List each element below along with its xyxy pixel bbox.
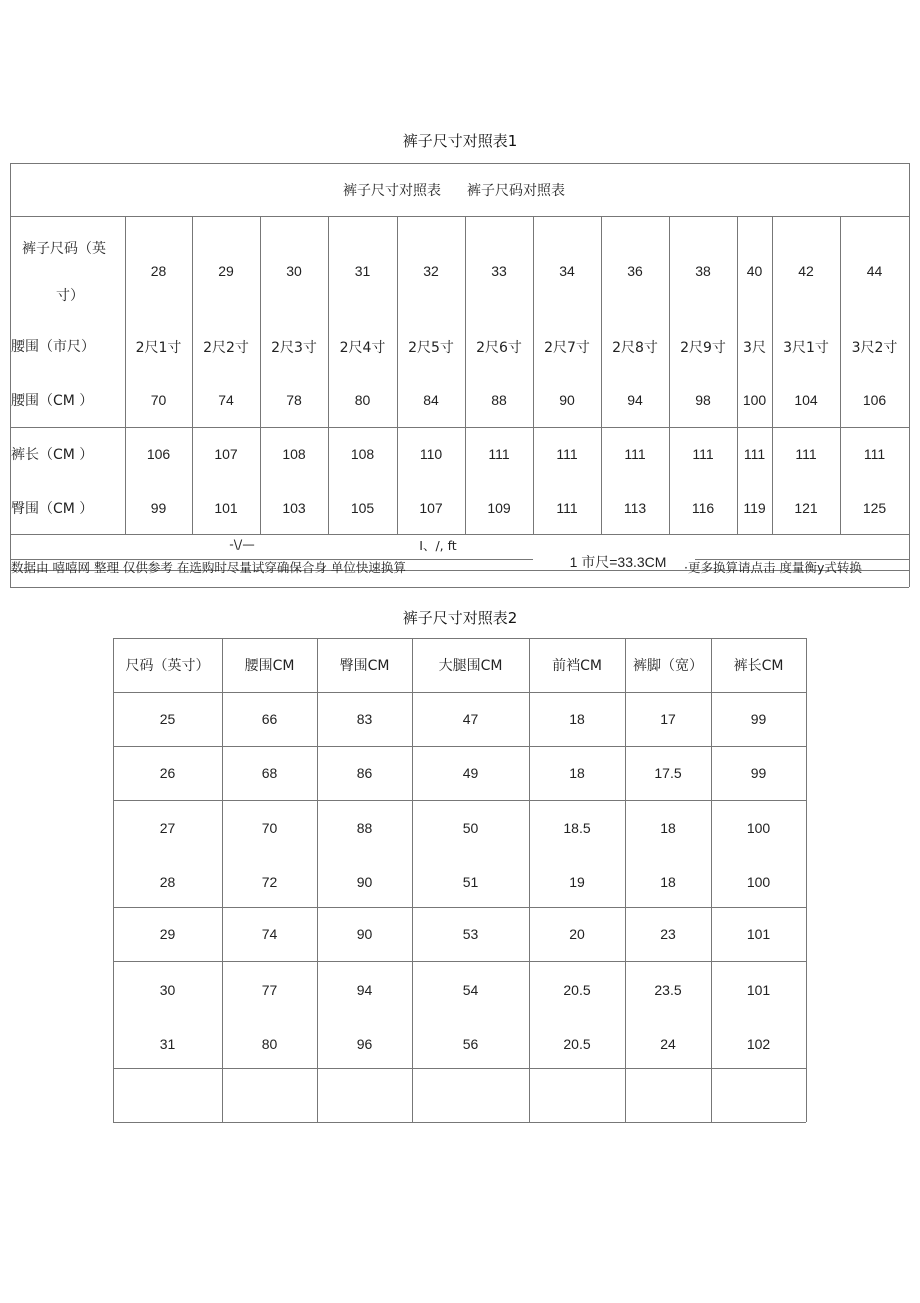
hip-cm-cell: 113 xyxy=(623,500,647,516)
grid-line xyxy=(669,216,670,534)
size-cell: 29 xyxy=(218,263,234,279)
size-cell: 32 xyxy=(423,263,439,279)
waist-shichi-cell: 2尺5寸 xyxy=(408,340,454,356)
waist-shichi-cell: 2尺4寸 xyxy=(339,340,386,356)
grid-line xyxy=(10,587,909,588)
row-label: 裤长（CM ） xyxy=(11,447,94,463)
table2-cell: 49 xyxy=(462,765,479,781)
table2-cell: 101 xyxy=(746,982,771,998)
waist-cm-cell: 88 xyxy=(491,392,507,408)
waist-cm-cell: 94 xyxy=(627,392,643,408)
table2-cell: 20.5 xyxy=(563,982,591,998)
waist-shichi-cell: 2尺2寸 xyxy=(203,340,249,356)
waist-cm-cell: 84 xyxy=(423,392,439,408)
size-cell: 28 xyxy=(150,263,167,279)
waist-cm-cell: 70 xyxy=(150,392,167,408)
grid-line xyxy=(222,638,223,1122)
table2-cell: 77 xyxy=(261,982,278,998)
grid-line xyxy=(113,961,806,962)
table2-header: 裤长CM xyxy=(733,658,784,674)
row-label: 臀围（CM ） xyxy=(11,501,94,517)
length-cm-cell: 111 xyxy=(795,446,817,462)
grid-line xyxy=(113,638,114,1122)
table2-cell: 18 xyxy=(569,711,585,727)
length-cm-cell: 111 xyxy=(692,446,714,462)
length-cm-cell: 111 xyxy=(488,446,510,462)
table2-cell: 19 xyxy=(569,874,585,890)
waist-cm-cell: 100 xyxy=(742,392,767,408)
grid-line xyxy=(840,216,841,534)
grid-line xyxy=(10,216,909,217)
waist-cm-cell: 104 xyxy=(794,392,818,408)
waist-shichi-cell: 3尺 xyxy=(743,340,766,356)
grid-line xyxy=(465,216,466,534)
grid-line xyxy=(113,800,806,801)
length-cm-cell: 111 xyxy=(624,446,646,462)
table2-cell: 27 xyxy=(159,820,176,836)
grid-line xyxy=(328,216,329,534)
length-cm-cell: 110 xyxy=(419,446,443,462)
grid-line xyxy=(113,746,806,747)
waist-cm-cell: 90 xyxy=(559,392,575,408)
size-cell: 34 xyxy=(559,263,575,279)
table2-header: 尺码（英寸） xyxy=(125,658,210,674)
grid-line xyxy=(772,216,773,534)
row-label-size: 裤子尺码（英 xyxy=(22,241,106,257)
table2-cell: 18.5 xyxy=(563,820,591,836)
hip-cm-cell: 105 xyxy=(350,500,375,516)
table2-cell: 70 xyxy=(261,820,278,836)
grid-line xyxy=(529,638,530,1122)
table2-cell: 56 xyxy=(462,1036,479,1052)
length-cm-cell: 111 xyxy=(743,446,766,462)
table2-cell: 18 xyxy=(569,765,585,781)
waist-shichi-cell: 2尺1寸 xyxy=(135,340,182,356)
size-cell: 42 xyxy=(798,263,814,279)
table2-cell: 26 xyxy=(159,765,176,781)
row-label: 腰围（市尺） xyxy=(11,339,95,355)
waist-shichi-cell: 2尺3寸 xyxy=(271,340,317,356)
hip-cm-cell: 103 xyxy=(282,500,306,516)
table1-title: 裤子尺寸对照表1 xyxy=(402,132,518,150)
grid-line xyxy=(113,1122,806,1123)
waist-cm-cell: 106 xyxy=(862,392,887,408)
table2-cell: 88 xyxy=(356,820,373,836)
table2-cell: 90 xyxy=(356,874,373,890)
length-cm-cell: 108 xyxy=(282,446,306,462)
grid-line xyxy=(397,216,398,534)
table2-cell: 66 xyxy=(261,711,278,727)
grid-line xyxy=(711,638,712,1122)
footer-note: 数据由 嘻嘻网 整理 仅供参考 在选购时尽量试穿确保合身 单位快速换算 xyxy=(11,560,406,575)
table2-cell: 31 xyxy=(159,1036,176,1052)
grid-line xyxy=(601,216,602,534)
table2-cell: 99 xyxy=(750,711,767,727)
table2-cell: 20.5 xyxy=(563,1036,591,1052)
grid-line xyxy=(125,216,126,534)
table2-cell: 25 xyxy=(159,711,176,727)
waist-shichi-cell: 3尺2寸 xyxy=(851,340,898,356)
table2-cell: 24 xyxy=(660,1036,676,1052)
row-label: 腰围（CM ） xyxy=(11,393,94,409)
grid-line xyxy=(113,1068,806,1069)
table2-cell: 47 xyxy=(462,711,479,727)
grid-line xyxy=(806,638,807,1122)
table2-cell: 90 xyxy=(356,926,373,942)
table2-cell: 50 xyxy=(462,820,479,836)
waist-cm-cell: 78 xyxy=(286,392,302,408)
size-cell: 44 xyxy=(866,263,883,279)
row-label-size-cont: 寸） xyxy=(56,288,84,304)
table2-cell: 74 xyxy=(261,926,278,942)
waist-cm-cell: 80 xyxy=(354,392,371,408)
table2-cell: 30 xyxy=(159,982,176,998)
length-cm-cell: 106 xyxy=(146,446,171,462)
table2-cell: 17 xyxy=(660,711,676,727)
table1-header-left: 裤子尺寸对照表 xyxy=(343,183,441,199)
hip-cm-cell: 99 xyxy=(150,500,167,516)
footer-note: ·更多换算请点击 度量衡y式转换 xyxy=(684,560,862,575)
table2-cell: 53 xyxy=(462,926,479,942)
table2-header: 腰围CM xyxy=(244,658,295,674)
table2-cell: 17.5 xyxy=(654,765,682,781)
waist-shichi-cell: 2尺9寸 xyxy=(680,340,726,356)
waist-shichi-cell: 3尺1寸 xyxy=(783,340,829,356)
size-cell: 36 xyxy=(627,263,643,279)
hip-cm-cell: 101 xyxy=(214,500,238,516)
waist-shichi-cell: 2尺7寸 xyxy=(544,340,590,356)
table2-cell: 18 xyxy=(660,874,676,890)
table2-cell: 29 xyxy=(159,926,176,942)
grid-line xyxy=(737,216,738,534)
table2-cell: 18 xyxy=(660,820,676,836)
grid-line xyxy=(909,163,910,587)
grid-line xyxy=(192,216,193,534)
footer-garble: -\/— xyxy=(229,536,255,552)
table1-header-right: 裤子尺码对照表 xyxy=(467,183,565,199)
grid-line xyxy=(260,216,261,534)
table2-header: 前裆CM xyxy=(552,658,602,674)
length-cm-cell: 111 xyxy=(556,446,578,462)
size-cell: 33 xyxy=(491,263,507,279)
hip-cm-cell: 119 xyxy=(743,500,766,516)
table2-cell: 54 xyxy=(462,982,479,998)
table2-cell: 72 xyxy=(261,874,278,890)
waist-shichi-cell: 2尺6寸 xyxy=(476,340,522,356)
hip-cm-cell: 107 xyxy=(419,500,443,516)
length-cm-cell: 108 xyxy=(350,446,375,462)
waist-cm-cell: 74 xyxy=(218,392,234,408)
table2-cell: 83 xyxy=(356,711,373,727)
footer-garble: I、/, ft xyxy=(419,538,457,553)
table2-cell: 23.5 xyxy=(654,982,682,998)
hip-cm-cell: 116 xyxy=(691,500,715,516)
grid-line xyxy=(113,692,806,693)
waist-shichi-cell: 2尺8寸 xyxy=(612,340,658,356)
size-cell: 38 xyxy=(695,263,711,279)
size-cell: 30 xyxy=(286,263,302,279)
table2-cell: 94 xyxy=(356,982,373,998)
table2-cell: 20 xyxy=(569,926,585,942)
grid-line xyxy=(625,638,626,1122)
hip-cm-cell: 125 xyxy=(862,500,887,516)
grid-line xyxy=(113,907,806,908)
hip-cm-cell: 111 xyxy=(556,500,578,516)
grid-line xyxy=(317,638,318,1122)
length-cm-cell: 111 xyxy=(863,446,886,462)
table2-cell: 101 xyxy=(746,926,771,942)
footer-conversion: 1 市尺=33.3CM xyxy=(569,554,667,570)
size-cell: 40 xyxy=(746,263,763,279)
table2-header: 大腿围CM xyxy=(438,658,503,674)
grid-line xyxy=(10,534,909,535)
grid-line xyxy=(412,638,413,1122)
waist-cm-cell: 98 xyxy=(695,392,711,408)
table2-cell: 100 xyxy=(746,820,771,836)
size-cell: 31 xyxy=(354,263,371,279)
table2-cell: 99 xyxy=(750,765,767,781)
table2-cell: 86 xyxy=(356,765,373,781)
table2-header: 裤脚（宽） xyxy=(633,658,703,674)
table2-title: 裤子尺寸对照表2 xyxy=(402,609,518,627)
table2-cell: 68 xyxy=(261,765,278,781)
table2-cell: 100 xyxy=(746,874,771,890)
grid-line xyxy=(10,163,909,164)
table2-cell: 96 xyxy=(356,1036,373,1052)
grid-line xyxy=(113,638,806,639)
grid-line xyxy=(10,163,11,587)
table2-cell: 23 xyxy=(660,926,676,942)
table2-cell: 80 xyxy=(261,1036,278,1052)
table2-cell: 51 xyxy=(462,874,479,890)
grid-line xyxy=(10,427,909,428)
hip-cm-cell: 121 xyxy=(794,500,818,516)
length-cm-cell: 107 xyxy=(214,446,238,462)
table2-cell: 102 xyxy=(746,1036,771,1052)
hip-cm-cell: 109 xyxy=(487,500,511,516)
grid-line xyxy=(533,216,534,534)
table2-header: 臀围CM xyxy=(339,658,390,674)
table2-cell: 28 xyxy=(159,874,176,890)
